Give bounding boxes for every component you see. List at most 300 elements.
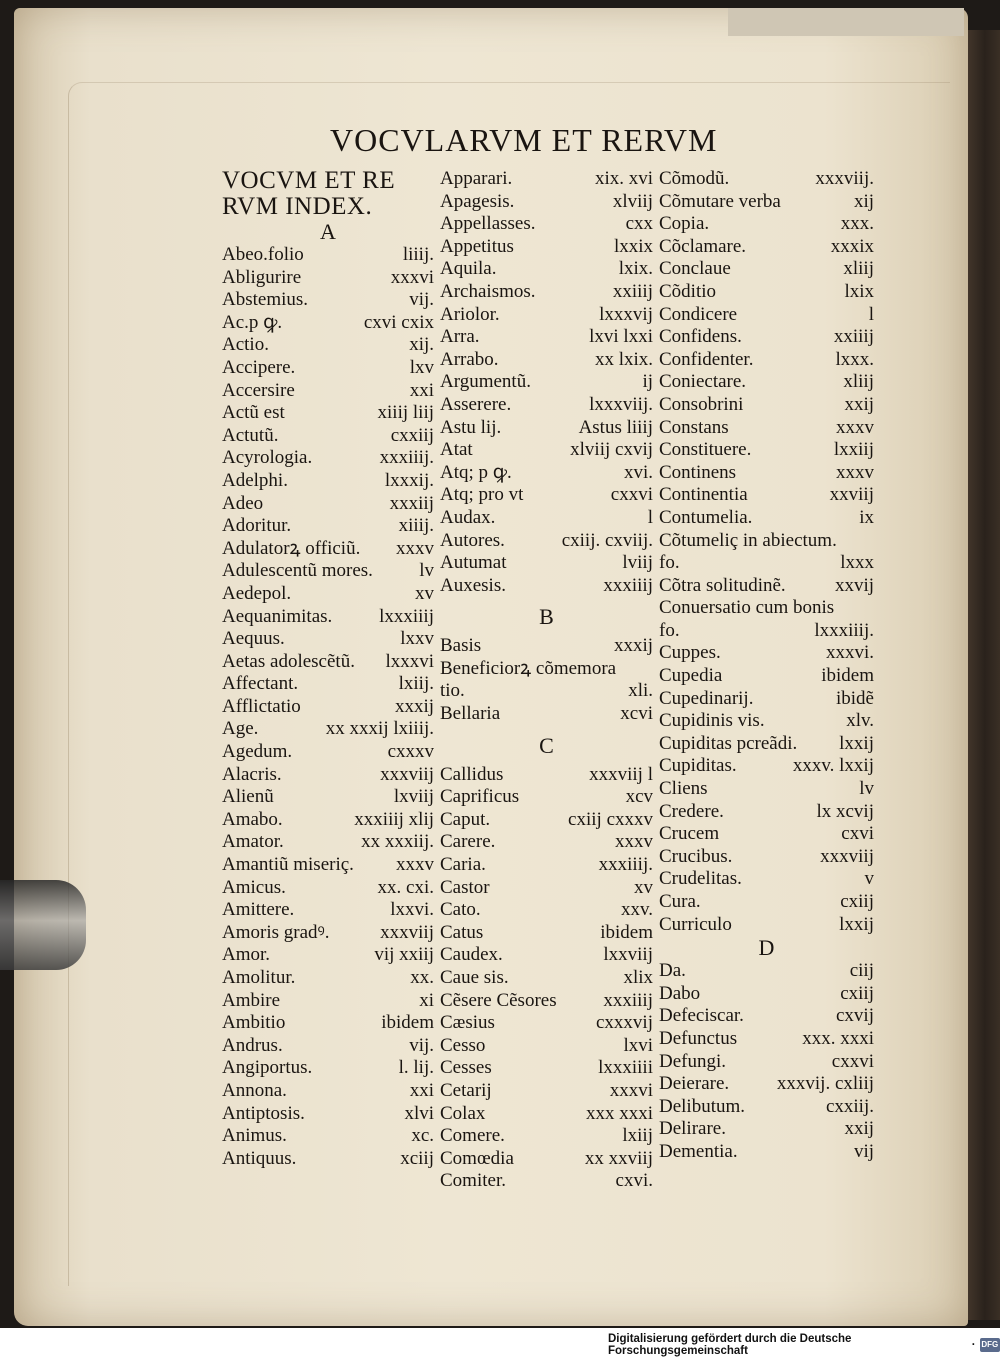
index-term: Audax. xyxy=(440,506,496,528)
index-entry xyxy=(659,304,874,327)
index-column-3 xyxy=(659,168,874,1164)
folio-reference: xlv. xyxy=(846,710,874,732)
index-entry xyxy=(222,380,434,403)
index-term: Cupiditas. xyxy=(659,755,737,777)
section-letter: D xyxy=(758,935,775,961)
index-term: Comiter. xyxy=(440,1170,506,1192)
index-term: Comœdia xyxy=(440,1147,514,1169)
index-entry xyxy=(659,597,874,620)
index-term: Cõclamare. xyxy=(659,235,747,257)
index-term: Defungi. xyxy=(659,1050,727,1072)
index-entry xyxy=(440,899,653,922)
index-entry xyxy=(222,696,434,719)
index-entry xyxy=(222,877,434,900)
index-entry xyxy=(222,447,434,470)
folio-reference: lxxv xyxy=(400,628,434,650)
index-term: Caput. xyxy=(440,808,491,830)
index-entry xyxy=(222,334,434,357)
index-term: Carere. xyxy=(440,831,496,853)
index-term: Caria. xyxy=(440,854,486,876)
folio-reference: xx xxviij xyxy=(584,1147,653,1169)
index-entry xyxy=(659,168,874,191)
folio-reference: ij xyxy=(642,371,653,393)
index-entry xyxy=(440,575,653,598)
index-entry xyxy=(440,1170,653,1193)
folio-reference: xc. xyxy=(411,1125,434,1147)
folio-reference: lv xyxy=(859,778,874,800)
index-term: Cupedinarij. xyxy=(659,687,754,709)
index-term: Actio. xyxy=(222,334,269,356)
folio-reference: lxiij. xyxy=(398,673,434,695)
index-term: Bellaria xyxy=(440,703,501,725)
folio-reference: ibidẽ xyxy=(836,687,874,709)
folio-reference: xcv xyxy=(625,786,653,808)
folio-reference: xciij xyxy=(400,1147,434,1169)
running-head: VOCVLARVM ET RERVM xyxy=(330,122,718,158)
index-entry xyxy=(222,990,434,1013)
index-entry xyxy=(659,1096,874,1119)
index-entry xyxy=(222,1012,434,1035)
index-term: fo. xyxy=(659,619,680,641)
index-term: Auxesis. xyxy=(440,574,506,596)
folio-reference: lxxij xyxy=(839,732,874,754)
folio-reference: xxxv xyxy=(396,854,434,876)
index-entry xyxy=(440,530,653,553)
folio-reference: vij xxiij xyxy=(374,944,434,966)
index-term: Argumentũ. xyxy=(440,371,531,393)
index-term: Agedum. xyxy=(222,741,293,763)
index-term: Callidus xyxy=(440,763,504,785)
folio-reference: lxviij xyxy=(393,786,434,808)
index-entry xyxy=(440,1080,653,1103)
index-entry xyxy=(659,1005,874,1028)
index-entry xyxy=(440,191,653,214)
index-entry xyxy=(659,1028,874,1051)
index-entry xyxy=(222,289,434,312)
index-entry xyxy=(659,507,874,530)
index-entry xyxy=(659,394,874,417)
index-entry xyxy=(222,786,434,809)
folio-reference: cxx xyxy=(625,213,653,235)
section-letter: A xyxy=(320,219,336,244)
index-term: Atat xyxy=(440,439,473,461)
index-term: Dabo xyxy=(659,982,701,1004)
index-term: Atq; pro vt xyxy=(440,484,524,506)
index-term: Coniectare. xyxy=(659,371,747,393)
index-term: Atq; p ꝙ. xyxy=(440,461,512,483)
folio-reference: lxxviij xyxy=(603,944,653,966)
index-term: Acyrologia. xyxy=(222,447,313,469)
folio-reference: l xyxy=(868,303,874,325)
folio-reference: lx xcvij xyxy=(816,800,874,822)
folio-reference: lxvi xyxy=(623,1034,653,1056)
index-term: Delibutum. xyxy=(659,1095,746,1117)
folio-reference: xli. xyxy=(628,680,653,702)
index-term: Curriculo xyxy=(659,913,732,935)
folio-reference: vij xyxy=(853,1140,874,1162)
folio-reference: xx xxxiij. xyxy=(361,831,434,853)
folio-reference: xxiiij xyxy=(833,326,874,348)
folio-reference: lxxxviij. xyxy=(589,393,653,415)
index-term: Arra. xyxy=(440,326,480,348)
index-entry xyxy=(440,462,653,485)
index-entry xyxy=(222,922,434,945)
folio-reference: xv xyxy=(415,582,434,604)
folio-reference: lviij xyxy=(622,552,653,574)
folio-reference: xxxv xyxy=(836,416,874,438)
index-term: Catus xyxy=(440,921,484,943)
index-term: Andrus. xyxy=(222,1034,283,1056)
folio-reference: vij. xyxy=(409,1034,434,1056)
folio-reference: lxxxvij xyxy=(599,303,653,325)
index-entry xyxy=(440,990,653,1013)
index-term: Actutũ. xyxy=(222,424,279,446)
index-entry xyxy=(222,470,434,493)
index-term: Apparari. xyxy=(440,168,513,189)
index-entry xyxy=(440,168,653,191)
index-entry xyxy=(440,944,653,967)
index-term: Conuersatio cum bonis xyxy=(659,597,835,619)
index-entry xyxy=(440,507,653,530)
index-term: Deierare. xyxy=(659,1073,730,1095)
index-term: Amator. xyxy=(222,831,284,853)
folio-reference: xx. cxi. xyxy=(377,876,434,898)
index-entry xyxy=(440,394,653,417)
index-entry xyxy=(659,620,874,643)
index-entry xyxy=(440,552,653,575)
index-term: Contumelia. xyxy=(659,506,753,528)
index-term: Cato. xyxy=(440,899,481,921)
folio-reference: cxiij cxxxv xyxy=(568,808,653,830)
index-term: Cesses xyxy=(440,1057,492,1079)
index-entry xyxy=(222,764,434,787)
index-entry xyxy=(659,1118,874,1141)
index-entry xyxy=(222,809,434,832)
folio-reference: xcvi xyxy=(620,703,653,725)
index-entry xyxy=(659,258,874,281)
folio-reference: xxxviij xyxy=(380,763,434,785)
index-entry xyxy=(440,1035,653,1058)
page-clip xyxy=(0,880,86,970)
folio-reference: cxiij. cxviij. xyxy=(561,529,653,551)
index-term: Amittere. xyxy=(222,899,295,921)
index-term: Cupedia xyxy=(659,665,723,687)
index-term: Accipere. xyxy=(222,356,296,378)
index-entry xyxy=(659,960,874,983)
index-term: Basis xyxy=(440,635,482,657)
folio-reference: xi xyxy=(419,989,434,1011)
folio-reference: cxvi xyxy=(841,823,874,845)
folio-reference: xxxiij xyxy=(389,492,434,514)
index-entry xyxy=(222,560,434,583)
index-entry xyxy=(222,1148,434,1171)
folio-reference: xxij xyxy=(844,393,874,415)
index-entry xyxy=(659,349,874,372)
folio-reference: cxvi cxix xyxy=(363,311,434,333)
index-entry xyxy=(222,651,434,674)
folio-reference: xxxviij xyxy=(820,845,874,867)
index-term: Accersire xyxy=(222,379,295,401)
folio-reference: v xyxy=(864,868,874,890)
index-entry xyxy=(440,371,653,394)
index-term: Amor. xyxy=(222,944,271,966)
folio-reference: xiiij liij xyxy=(377,402,434,424)
folio-reference: xxxvi xyxy=(609,1079,653,1101)
folio-reference: xxxviij l xyxy=(589,763,653,785)
index-term: Annona. xyxy=(222,1079,287,1101)
index-entry xyxy=(222,967,434,990)
folio-reference: xxv. xyxy=(620,899,653,921)
folio-reference: xlviij cxvij xyxy=(570,439,653,461)
index-entry xyxy=(659,710,874,733)
index-column-2 xyxy=(440,168,653,1193)
index-entry xyxy=(440,1012,653,1035)
dfg-logo-icon: DFG xyxy=(980,1338,1000,1352)
folio-reference: xvi. xyxy=(623,461,653,483)
index-term: Actũ est xyxy=(222,402,285,424)
index-entry xyxy=(222,357,434,380)
index-entry xyxy=(222,899,434,922)
index-term: tio. xyxy=(440,680,465,702)
index-entry xyxy=(659,417,874,440)
index-entry xyxy=(440,258,653,281)
folio-reference: vij. xyxy=(409,289,434,311)
index-term: Amabo. xyxy=(222,808,283,830)
folio-reference: xxxiiij. xyxy=(379,447,434,469)
index-term: Cæsius xyxy=(440,1012,495,1034)
folio-reference: cxxxvij xyxy=(596,1012,653,1034)
folio-reference: cxxvi xyxy=(610,484,653,506)
folio-reference: cxvi. xyxy=(615,1170,653,1192)
index-term: Delirare. xyxy=(659,1118,726,1140)
index-entry xyxy=(440,1125,653,1148)
index-entry xyxy=(659,236,874,259)
folio-reference: xxxiiij. xyxy=(598,854,653,876)
index-term: Cupiditas pcreãdi. xyxy=(659,732,798,754)
folio-reference: xxx xxxi xyxy=(585,1102,653,1124)
index-term: Da. xyxy=(659,960,686,982)
index-entry xyxy=(659,281,874,304)
index-entry xyxy=(222,402,434,425)
index-entry xyxy=(440,831,653,854)
index-term: Confidenter. xyxy=(659,348,754,370)
section-letter: C xyxy=(539,732,554,758)
index-entry xyxy=(440,635,653,658)
folio-reference: xliij xyxy=(843,258,874,280)
index-entry xyxy=(440,439,653,462)
index-term: Cõmutare verba xyxy=(659,190,781,212)
index-entry xyxy=(440,484,653,507)
folio-reference: cxvij xyxy=(836,1005,874,1027)
index-term: Alacris. xyxy=(222,763,282,785)
index-title-line-2: RVM INDEX. xyxy=(222,193,373,220)
index-term: Alienũ xyxy=(222,786,274,808)
index-entry xyxy=(222,425,434,448)
index-entry xyxy=(659,1141,874,1164)
index-entry xyxy=(440,786,653,809)
folio-reference: xxxiiij xlij xyxy=(354,808,434,830)
folio-reference: xxxix xyxy=(830,235,874,257)
folio-reference: xix. xvi xyxy=(594,168,653,189)
index-term: Amoris gradꝰ. xyxy=(222,921,330,943)
index-term: Appetitus xyxy=(440,235,514,257)
index-term: Cesso xyxy=(440,1034,486,1056)
index-entry xyxy=(222,583,434,606)
index-term: Abstemius. xyxy=(222,289,309,311)
index-entry xyxy=(222,1103,434,1126)
index-entry xyxy=(222,312,434,335)
index-term: Adulescentũ mores. xyxy=(222,560,373,582)
folio-reference: liiij. xyxy=(402,244,434,265)
index-term: Aetas adolescẽtũ. xyxy=(222,650,355,672)
index-term: Adoritur. xyxy=(222,515,292,537)
folio-reference: xij xyxy=(853,190,874,212)
folio-reference: xij. xyxy=(409,334,434,356)
folio-reference: lxxiij xyxy=(833,439,874,461)
folio-reference: xxxvi. xyxy=(825,642,874,664)
index-entry xyxy=(222,244,434,267)
section-letter: B xyxy=(539,604,554,630)
folio-reference: ibidem xyxy=(381,1012,434,1034)
folio-reference: cxxiij xyxy=(390,424,434,446)
folio-reference: xxxv. lxxij xyxy=(792,755,874,777)
index-entry xyxy=(659,868,874,891)
index-entry xyxy=(659,213,874,236)
folio-reference: lxxxiiij. xyxy=(814,619,874,641)
index-entry xyxy=(440,326,653,349)
folio-reference: xxx. xyxy=(840,213,874,235)
index-term: Antiquus. xyxy=(222,1147,297,1169)
index-entry xyxy=(659,552,874,575)
folio-reference: ibidem xyxy=(821,665,874,687)
index-term: Abligurire xyxy=(222,266,302,288)
folio-reference: xx xxxij lxiiij. xyxy=(325,718,434,740)
index-entry xyxy=(659,439,874,462)
index-term: Amantiũ miseriç. xyxy=(222,854,354,876)
index-term: Affectant. xyxy=(222,673,299,695)
index-entry xyxy=(659,326,874,349)
index-entry xyxy=(659,1073,874,1096)
index-term: Caprificus xyxy=(440,786,520,808)
index-entry xyxy=(222,854,434,877)
folio-reference: ciij xyxy=(849,960,874,982)
folio-reference: lxxvi. xyxy=(390,899,434,921)
index-term: Conclaue xyxy=(659,258,731,280)
index-term: Adulatorꝝ officiũ. xyxy=(222,537,361,559)
index-term: Cõditio xyxy=(659,280,717,302)
index-term: Animus. xyxy=(222,1125,287,1147)
index-term: Adelphi. xyxy=(222,469,288,491)
index-entry xyxy=(440,1057,653,1080)
index-term: Asserere. xyxy=(440,393,512,415)
index-term: Castor xyxy=(440,876,490,898)
index-entry xyxy=(440,703,653,726)
folio-reference: xx lxix. xyxy=(594,348,653,370)
index-term: Aequus. xyxy=(222,628,285,650)
index-entry xyxy=(222,673,434,696)
folio-reference: xxxvi xyxy=(390,266,434,288)
index-term: Cõtumeliç in abiectum. xyxy=(659,529,837,551)
folio-reference: xxxv xyxy=(615,831,653,853)
index-term: Dementia. xyxy=(659,1140,738,1162)
folio-reference: xxxij xyxy=(613,635,653,657)
footer xyxy=(608,1333,1000,1357)
index-entry xyxy=(440,281,653,304)
index-term: Constans xyxy=(659,416,729,438)
index-entry xyxy=(659,914,874,937)
folio-reference: cxxiij. xyxy=(825,1095,874,1117)
index-term: Abeo.folio xyxy=(222,244,304,265)
index-term: Crucem xyxy=(659,823,720,845)
folio-reference: lxxxiiij xyxy=(379,605,434,627)
folio-reference: xxi xyxy=(409,1079,434,1101)
index-entry xyxy=(659,778,874,801)
index-term: Caudex. xyxy=(440,944,503,966)
folio-reference: xxxv xyxy=(396,537,434,559)
folio-reference: l. lij. xyxy=(398,1057,434,1079)
index-term: Arrabo. xyxy=(440,348,499,370)
index-entry xyxy=(440,236,653,259)
folio-reference: cxxxv xyxy=(387,741,434,763)
index-entry xyxy=(222,831,434,854)
index-column-1 xyxy=(222,168,434,1170)
index-term: Ambitio xyxy=(222,1012,286,1034)
folio-reference: xlviij xyxy=(612,190,653,212)
index-entry xyxy=(440,304,653,327)
index-term: Ambire xyxy=(222,989,281,1011)
footer-credit-text: Digitalisierung gefördert durch die Deutsche Forschungsgemeinschaft xyxy=(608,1333,852,1357)
index-term: Cupidinis vis. xyxy=(659,710,765,732)
index-entry xyxy=(659,733,874,756)
index-entry xyxy=(222,1125,434,1148)
folio-reference: xxxvij. cxliij xyxy=(776,1073,874,1095)
folio-reference: lxxij xyxy=(839,913,874,935)
index-term: Continens xyxy=(659,461,737,483)
index-term: Continentia xyxy=(659,484,748,506)
index-term: Copia. xyxy=(659,213,710,235)
folio-reference: xxvij xyxy=(834,574,874,596)
index-entry xyxy=(659,755,874,778)
index-entry xyxy=(659,823,874,846)
folio-reference: xlvi xyxy=(404,1102,434,1124)
index-entry xyxy=(659,983,874,1006)
index-term: Aequanimitas. xyxy=(222,605,333,627)
index-entry xyxy=(440,1148,653,1171)
index-entry xyxy=(440,349,653,372)
index-entry xyxy=(222,1080,434,1103)
index-entry xyxy=(222,606,434,629)
index-entry xyxy=(659,575,874,598)
index-entry xyxy=(659,642,874,665)
index-term: Constituere. xyxy=(659,439,752,461)
index-term: Confidens. xyxy=(659,326,742,348)
index-term: Autumat xyxy=(440,552,507,574)
folio-reference: xliij xyxy=(843,371,874,393)
index-entry xyxy=(659,801,874,824)
index-term: Defeciscar. xyxy=(659,1005,744,1027)
folio-reference: xxxiiij xyxy=(603,989,653,1011)
index-title-line-1: VOCVM ET RE xyxy=(222,167,396,194)
index-term: Adeo xyxy=(222,492,264,514)
index-term: Beneficiorꝝ cõmemora xyxy=(440,657,617,679)
index-term: fo. xyxy=(659,552,680,574)
index-term: Age. xyxy=(222,718,259,740)
folio-reference: xxx. xxxi xyxy=(802,1027,874,1049)
index-entry xyxy=(659,484,874,507)
folio-reference: xlix xyxy=(623,967,653,988)
folio-reference: lxix xyxy=(844,280,874,302)
folio-reference: lxxxvi xyxy=(385,650,434,672)
